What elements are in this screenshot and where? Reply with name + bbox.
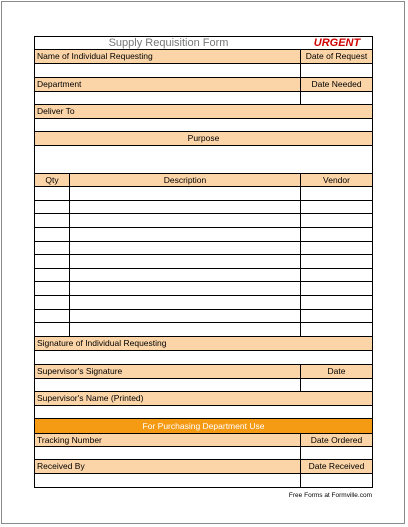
name-label: Name of Individual Requesting bbox=[35, 50, 301, 64]
description-cell[interactable] bbox=[70, 255, 301, 269]
received-by-field[interactable] bbox=[35, 474, 301, 487]
description-cell[interactable] bbox=[70, 228, 301, 242]
description-cell[interactable] bbox=[70, 242, 301, 256]
urgent-label: URGENT bbox=[313, 37, 361, 49]
vendor-header: Vendor bbox=[301, 174, 372, 187]
purpose-label: Purpose bbox=[35, 132, 372, 146]
name-field[interactable] bbox=[35, 64, 301, 78]
deliver-to-field[interactable] bbox=[35, 119, 372, 132]
qty-cell[interactable] bbox=[35, 255, 70, 269]
description-cell[interactable] bbox=[70, 214, 301, 228]
description-cell[interactable] bbox=[70, 201, 301, 215]
date-request-field[interactable] bbox=[301, 64, 372, 78]
vendor-cell[interactable] bbox=[301, 201, 372, 215]
purpose-field[interactable] bbox=[35, 146, 372, 174]
date-ordered-label: Date Ordered bbox=[301, 433, 372, 447]
supervisor-signature-field[interactable] bbox=[35, 379, 301, 392]
received-by-label: Received By bbox=[35, 460, 301, 474]
description-cell[interactable] bbox=[70, 269, 301, 283]
date-needed-label: Date Needed bbox=[301, 78, 372, 92]
footer-credit: Free Forms at Formville.com bbox=[288, 492, 372, 499]
vendor-cell[interactable] bbox=[301, 242, 372, 256]
purchasing-banner: For Purchasing Department Use bbox=[35, 419, 372, 433]
qty-header: Qty bbox=[35, 174, 70, 187]
vendor-cell[interactable] bbox=[301, 269, 372, 283]
supervisor-name-label: Supervisor's Name (Printed) bbox=[35, 392, 372, 406]
qty-cell[interactable] bbox=[35, 242, 70, 256]
date-received-label: Date Received bbox=[301, 460, 372, 474]
department-field[interactable] bbox=[35, 92, 301, 105]
supervisor-date-label: Date bbox=[301, 365, 372, 379]
qty-cell[interactable] bbox=[35, 310, 70, 324]
qty-cell[interactable] bbox=[35, 187, 70, 201]
description-cell[interactable] bbox=[70, 310, 301, 324]
qty-cell[interactable] bbox=[35, 269, 70, 283]
qty-cell[interactable] bbox=[35, 201, 70, 215]
tracking-field[interactable] bbox=[35, 447, 301, 460]
description-header: Description bbox=[70, 174, 301, 187]
vendor-cell[interactable] bbox=[301, 296, 372, 310]
form-title: Supply Requisition Form bbox=[108, 37, 229, 49]
signature-field[interactable] bbox=[35, 351, 372, 365]
qty-cell[interactable] bbox=[35, 296, 70, 310]
qty-cell[interactable] bbox=[35, 282, 70, 296]
description-cell[interactable] bbox=[70, 323, 301, 337]
vendor-cell[interactable] bbox=[301, 323, 372, 337]
qty-cell[interactable] bbox=[35, 323, 70, 337]
qty-cell[interactable] bbox=[35, 214, 70, 228]
description-cell[interactable] bbox=[70, 187, 301, 201]
vendor-cell[interactable] bbox=[301, 214, 372, 228]
vendor-cell[interactable] bbox=[301, 310, 372, 324]
department-label: Department bbox=[35, 78, 301, 92]
description-cell[interactable] bbox=[70, 282, 301, 296]
vendor-cell[interactable] bbox=[301, 255, 372, 269]
vendor-cell[interactable] bbox=[301, 282, 372, 296]
supervisor-date-field[interactable] bbox=[301, 379, 372, 392]
date-received-field[interactable] bbox=[301, 474, 372, 487]
vendor-cell[interactable] bbox=[301, 228, 372, 242]
date-request-label: Date of Request bbox=[301, 50, 372, 64]
deliver-to-label: Deliver To bbox=[35, 105, 372, 119]
description-cell[interactable] bbox=[70, 296, 301, 310]
qty-cell[interactable] bbox=[35, 228, 70, 242]
date-needed-field[interactable] bbox=[301, 92, 372, 105]
signature-label: Signature of Individual Requesting bbox=[35, 337, 372, 351]
date-ordered-field[interactable] bbox=[301, 447, 372, 460]
supervisor-name-field[interactable] bbox=[35, 406, 372, 419]
tracking-label: Tracking Number bbox=[35, 433, 301, 447]
vendor-cell[interactable] bbox=[301, 187, 372, 201]
supervisor-signature-label: Supervisor's Signature bbox=[35, 365, 301, 379]
